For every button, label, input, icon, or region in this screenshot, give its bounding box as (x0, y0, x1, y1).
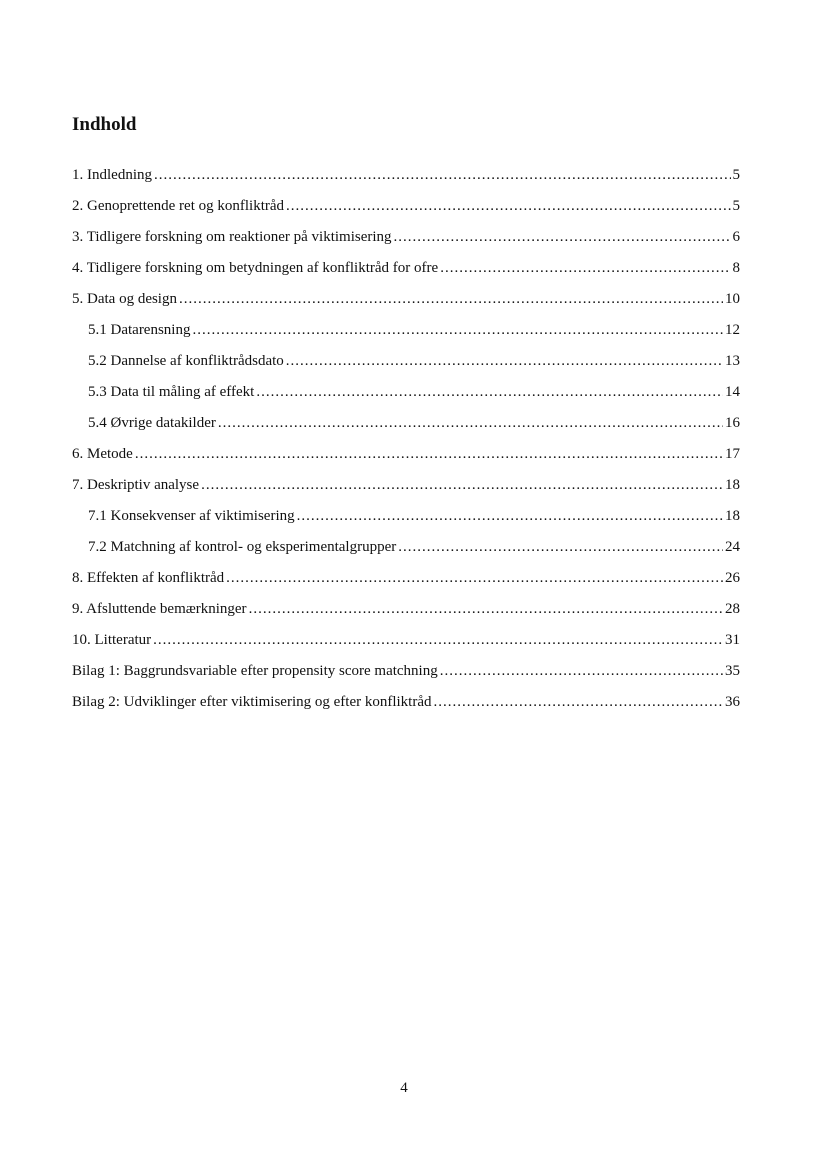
toc-entry-title: 8. Effekten af konfliktråd (72, 570, 225, 586)
toc-entry[interactable] (72, 473, 740, 504)
toc-entry-page: 5 (732, 198, 740, 214)
toc-entry-title: 7.1 Konsekvenser af viktimisering (88, 508, 295, 524)
dot-leader (179, 287, 723, 311)
toc-entry-title: 5.2 Dannelse af konfliktrådsdato (88, 353, 284, 369)
toc-entry-title: 7.2 Matchning af kontrol- og eksperimentalgrupper (88, 539, 397, 555)
toc-subentry[interactable] (72, 411, 740, 442)
toc-entry-title: 4. Tidligere forskning om betydningen af konfliktråd for ofre (72, 260, 439, 276)
toc-entry[interactable] (72, 194, 740, 225)
dot-leader (286, 194, 730, 218)
toc-subentry[interactable] (72, 504, 740, 535)
toc-entry-page: 6 (732, 229, 740, 245)
table-of-contents (72, 163, 740, 721)
toc-entry-page: 18 (725, 477, 740, 493)
toc-entry-title: 6. Metode (72, 446, 133, 462)
toc-entry-page: 18 (725, 508, 740, 524)
toc-entry[interactable] (72, 442, 740, 473)
toc-entry-page: 28 (725, 601, 740, 617)
dot-leader (398, 535, 723, 559)
toc-entry-page: 12 (725, 322, 740, 338)
toc-entry[interactable] (72, 659, 740, 690)
toc-entry-title: 7. Deskriptiv analyse (72, 477, 200, 493)
dot-leader (153, 628, 723, 652)
toc-entry-page: 10 (725, 291, 740, 307)
toc-entry[interactable] (72, 690, 740, 721)
toc-subentry[interactable] (72, 349, 740, 380)
toc-entry-page: 5 (732, 167, 740, 183)
dot-leader (249, 597, 723, 621)
toc-entry-title: 5.1 Datarensning (88, 322, 191, 338)
toc-entry-title: Bilag 1: Baggrundsvariable efter propensity score matchning (72, 663, 438, 679)
toc-entry-page: 24 (725, 539, 740, 555)
toc-entry-page: 17 (725, 446, 740, 462)
toc-entry[interactable] (72, 628, 740, 659)
dot-leader (135, 442, 723, 466)
toc-entry-page: 13 (725, 353, 740, 369)
toc-heading: Indhold (72, 114, 137, 135)
toc-entry[interactable] (72, 287, 740, 318)
toc-entry-page: 26 (725, 570, 740, 586)
dot-leader (394, 225, 731, 249)
dot-leader (256, 380, 723, 404)
toc-entry-title: Bilag 2: Udviklinger efter viktimisering og efter konfliktråd (72, 694, 432, 710)
toc-subentry[interactable] (72, 380, 740, 411)
toc-entry-title: 5.3 Data til måling af effekt (88, 384, 255, 400)
dot-leader (286, 349, 723, 373)
dot-leader (154, 163, 731, 187)
toc-entry[interactable] (72, 163, 740, 194)
toc-entry-page: 31 (725, 632, 740, 648)
toc-entry[interactable] (72, 225, 740, 256)
dot-leader (201, 473, 723, 497)
dot-leader (192, 318, 723, 342)
dot-leader (440, 256, 730, 280)
dot-leader (218, 411, 723, 435)
toc-entry-title: 2. Genoprettende ret og konfliktråd (72, 198, 285, 214)
toc-entry-page: 36 (725, 694, 740, 710)
toc-entry[interactable] (72, 597, 740, 628)
toc-entry-title: 1. Indledning (72, 167, 152, 183)
toc-entry[interactable] (72, 566, 740, 597)
page-number: 4 (400, 1080, 408, 1096)
toc-entry-page: 14 (725, 384, 740, 400)
toc-entry-page: 16 (725, 415, 740, 431)
dot-leader (297, 504, 723, 528)
toc-subentry[interactable] (72, 535, 740, 566)
toc-entry-title: 5. Data og design (72, 291, 177, 307)
toc-entry-title: 9. Afsluttende bemærkninger (72, 601, 247, 617)
dot-leader (440, 659, 723, 683)
toc-entry-title: 5.4 Øvrige datakilder (88, 415, 216, 431)
toc-entry[interactable] (72, 256, 740, 287)
toc-entry-page: 8 (732, 260, 740, 276)
toc-subentry[interactable] (72, 318, 740, 349)
toc-entry-page: 35 (725, 663, 740, 679)
dot-leader (226, 566, 723, 590)
dot-leader (434, 690, 724, 714)
toc-entry-title: 10. Litteratur (72, 632, 152, 648)
toc-entry-title: 3. Tidligere forskning om reaktioner på viktimisering (72, 229, 392, 245)
